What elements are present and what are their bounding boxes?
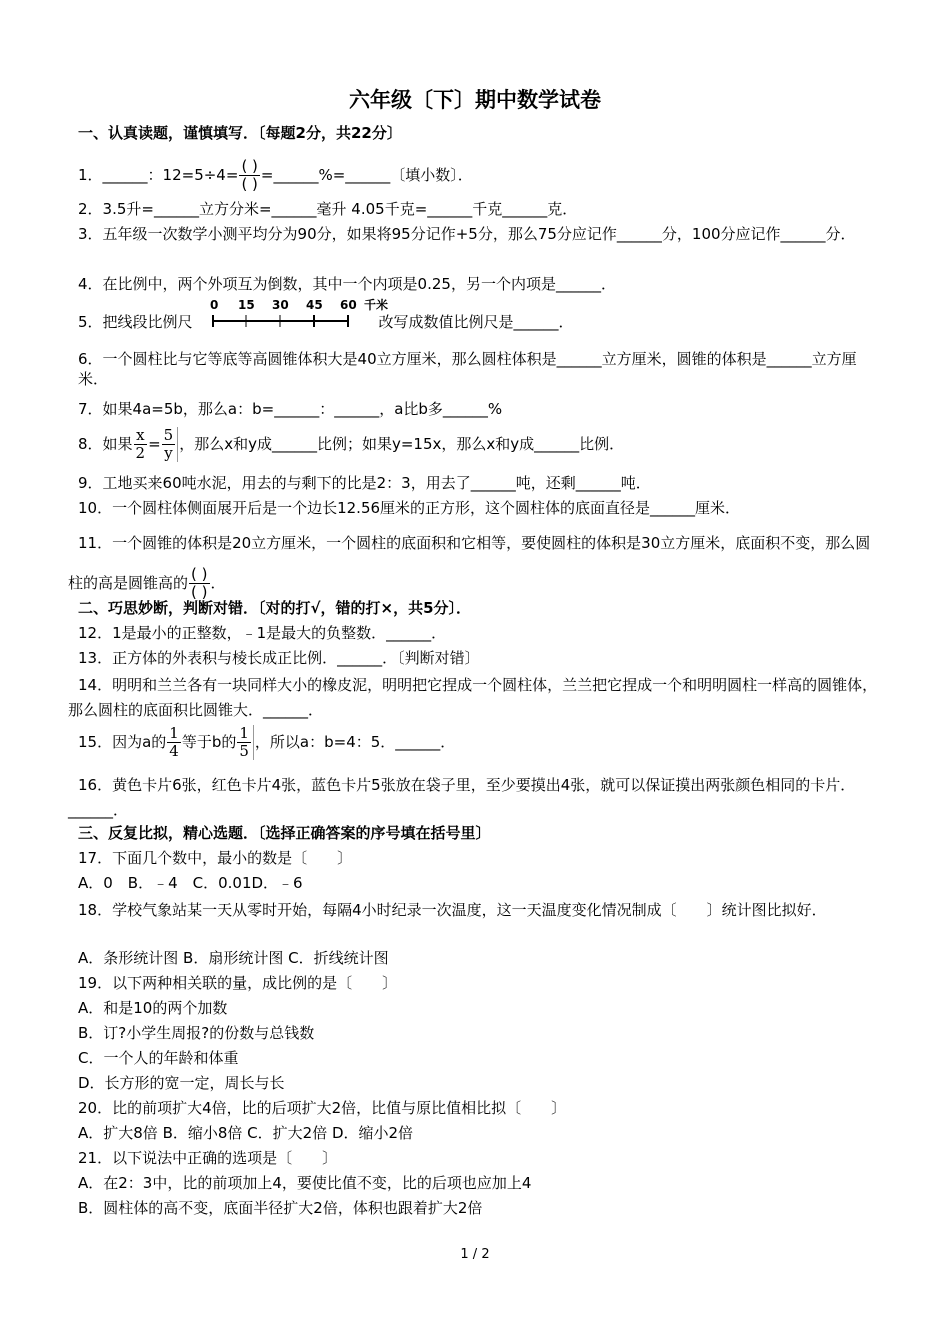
question-19-option-c: C．一个人的年龄和体重 xyxy=(78,1049,239,1067)
question-15-text-a: 15．因为a的 xyxy=(78,733,167,751)
fraction-numerator: 5 xyxy=(163,426,174,444)
question-17-options: A．0 B．﹣4 C．0.01D．﹣6 xyxy=(78,874,303,892)
question-5-text-b: 改写成数值比例尺是______． xyxy=(378,313,574,331)
question-8-text-b: ，那么x和y成______比例；如果y=15x，那么x和y成______比例． xyxy=(179,435,625,453)
scale-label-0: 0 xyxy=(210,298,219,312)
question-18: 18．学校气象站某一天从零时开始，每隔4小时纪录一次温度，这一天温度变化情况制成〔 〕统计图比拟好． xyxy=(78,901,827,919)
fraction-denominator: ( ) xyxy=(241,175,258,193)
question-19-option-d: D．长方形的宽一定，周长与长 xyxy=(78,1074,285,1092)
scale-label-30: 30 xyxy=(272,298,289,312)
fraction-numerator: 1 xyxy=(169,724,179,742)
question-15-text-m: 等于b的 xyxy=(181,733,237,751)
question-20: 20．比的前项扩大4倍，比的后项扩大2倍，比值与原比值相比拟〔 〕 xyxy=(78,1099,567,1117)
question-13: 13．正方体的外表积与棱长成正比例．______．〔判断对错〕 xyxy=(78,649,480,667)
question-8 xyxy=(78,427,624,462)
question-21-option-a: A．在2：3中，比的前项加上4，要使比值不变，比的后项也应加上4 xyxy=(78,1174,532,1192)
fraction-denominator: ( ) xyxy=(191,583,208,601)
line-scale-figure xyxy=(210,298,396,328)
question-11 xyxy=(68,523,883,603)
fraction-numerator: x xyxy=(134,427,148,445)
fraction-numerator: 1 xyxy=(239,724,249,742)
question-10: 10．一个圆柱体侧面展开后是一个边长12.56厘米的正方形，这个圆柱体的底面直径是______厘米． xyxy=(78,499,741,517)
question-2: 2．3.5升=______立方分米=______毫升 4.05千克=______千克______克． xyxy=(78,200,578,218)
scale-label-60: 60 xyxy=(340,298,357,312)
question-11-text-a: 11．一个圆锥的体积是20立方厘米，一个圆柱的底面积和它相等，要使圆柱的体积是30立方厘米，底面积不变，那么圆柱的高是圆锥高的 xyxy=(68,534,871,592)
question-15-fraction-1-4 xyxy=(167,725,181,760)
fraction-denominator: 2 xyxy=(135,444,146,462)
question-8-equals: = xyxy=(148,435,161,453)
question-17: 17．下面几个数中，最小的数是〔 〕 xyxy=(78,849,353,867)
fraction-denominator: y xyxy=(164,444,173,462)
question-11-fraction xyxy=(189,566,209,601)
question-18-options: A．条形统计图 B．扇形统计图 C．折线统计图 xyxy=(78,949,389,967)
page-number: 1 / 2 xyxy=(460,1247,490,1262)
section-2-heading: 二、巧思妙断，判断对错．〔对的打√，错的打×，共5分〕． xyxy=(78,599,472,617)
question-1-text-b: =______%=______〔填小数〕． xyxy=(260,166,473,184)
question-3: 3．五年级一次数学小测平均分为90分，如果将95分记作+5分，那么75分应记作______分，100分应记作______分． xyxy=(78,225,856,243)
question-11-text-b: ． xyxy=(210,574,226,592)
question-19: 19．以下两种相关联的量，成比例的是〔 〕 xyxy=(78,974,398,992)
fraction-denominator: 4 xyxy=(169,742,179,760)
question-6: 6．一个圆柱比与它等底等高圆锥体积大是40立方厘米，那么圆柱体积是______立方厘米，圆锥的体积是______立方厘米． xyxy=(78,350,857,388)
question-1 xyxy=(78,158,473,193)
scale-label-45: 45 xyxy=(306,298,323,312)
question-15-fraction-1-5 xyxy=(237,725,254,760)
question-8-fraction-x-2 xyxy=(134,427,148,462)
page-title: 六年级〔下〕期中数学试卷 xyxy=(349,88,601,112)
scale-label-15: 15 xyxy=(238,298,255,312)
question-9: 9．工地买来60吨水泥，用去的与剩下的比是2：3，用去了______吨，还剩______吨． xyxy=(78,474,651,492)
question-8-text-a: 8．如果 xyxy=(78,435,133,453)
fraction-numerator: ( ) xyxy=(191,565,208,583)
question-5-text-a: 5．把线段比例尺 xyxy=(78,313,193,331)
section-1-heading: 一、认真读题，谨慎填写．〔每题2分，共22分〕 xyxy=(78,124,402,142)
section-3-heading: 三、反复比拟，精心选题．〔选择正确答案的序号填在括号里〕 xyxy=(78,824,491,842)
question-7: 7．如果4a=5b，那么a：b=______：______，a比b多______% xyxy=(78,400,503,418)
question-21: 21．以下说法中正确的选项是〔 〕 xyxy=(78,1149,338,1167)
question-14: 14．明明和兰兰各有一块同样大小的橡皮泥，明明把它捏成一个圆柱体，兰兰把它捏成一个和明明圆柱一样高的圆锥体，那么圆柱的底面积比圆锥大．______． xyxy=(68,676,878,719)
fraction-denominator: 5 xyxy=(239,742,249,760)
fraction-numerator: ( ) xyxy=(241,157,258,175)
question-19-option-b: B．订?小学生周报?的份数与总钱数 xyxy=(78,1024,315,1042)
question-1-fraction xyxy=(239,158,259,193)
question-21-option-b: B．圆柱体的高不变，底面半径扩大2倍，体积也跟着扩大2倍 xyxy=(78,1199,483,1217)
question-1-text-a: 1．______：12=5÷4= xyxy=(78,166,239,184)
question-19-option-a: A．和是10的两个加数 xyxy=(78,999,228,1017)
question-8-fraction-5-y xyxy=(162,427,179,462)
scale-unit: 千米 xyxy=(364,298,389,312)
question-20-options: A．扩大8倍 B．缩小8倍 C．扩大2倍 D．缩小2倍 xyxy=(78,1124,414,1142)
question-4: 4．在比例中，两个外项互为倒数，其中一个内项是0.25，另一个内项是______． xyxy=(78,275,616,293)
question-15-text-b: ，所以a：b=4：5．______． xyxy=(254,733,456,751)
question-12: 12．1是最小的正整数，﹣1是最大的负整数．______． xyxy=(78,624,447,642)
question-16: 16．黄色卡片6张，红色卡片4张，蓝色卡片5张放在袋子里，至少要摸出4张，就可以保证摸出两张颜色相同的卡片．______． xyxy=(68,776,856,819)
question-15 xyxy=(78,725,455,760)
